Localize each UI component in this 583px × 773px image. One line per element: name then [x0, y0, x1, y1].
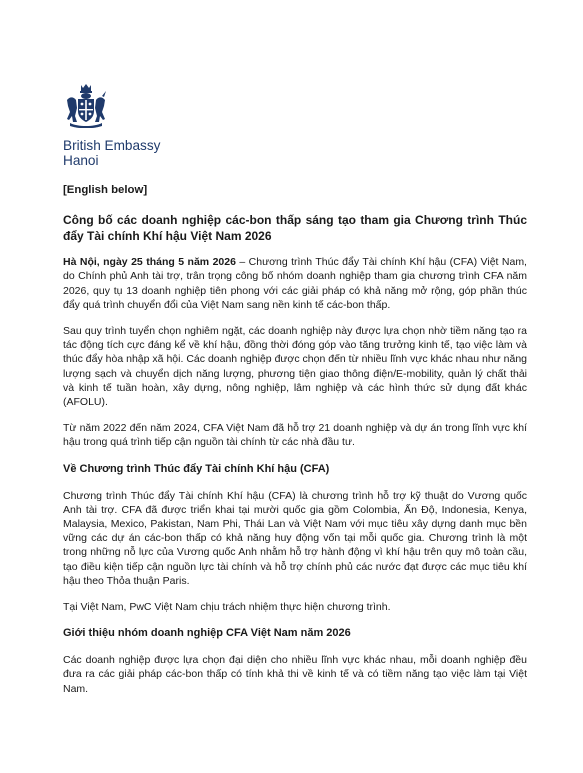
paragraph-selection: Sau quy trình tuyển chọn nghiêm ngặt, các doanh nghiệp này được lựa chọn nhờ tiềm năng tạo ra tác động tích cực đáng kể về khí hậu, đồng thời đóng góp vào tăng trưởng kinh tế, tạo việc làm và thúc đẩy hòa nhập xã hội. Các doanh nghiệp được chọn đến từ nhiều lĩnh vực khác nhau như năng lượng sạch và chuyển dịch năng lượng, phương tiện giao thông điện/E-mobility, quản lý chất thải và kinh tế tuần hoàn, xây dựng, nông nghiệp, lâm nghiệp và các hình thức sử dụng đất khác (AFOLU).	[63, 325, 527, 409]
logo-wordmark	[63, 138, 160, 168]
paragraph-intro-text: – Chương trình Thúc đẩy Tài chính Khí hậu (CFA) Việt Nam, do Chính phủ Anh tài trợ, trân trọng công bố nhóm doanh nghiệp tham gia chương trình CFA năm 2026, quy tụ 13 doanh nghiệp tiên phong với các giải pháp có khả năng mở rộng, góp phần thúc đẩy quá trình chuyển đổi của Việt Nam sang nền kinh tế các-bon thấp.	[63, 256, 527, 311]
heading-about-cfa: Về Chương trình Thúc đẩy Tài chính Khí hậu (CFA)	[63, 462, 330, 475]
heading-cohort-intro: Giới thiệu nhóm doanh nghiệp CFA Việt Nam năm 2026	[63, 627, 351, 640]
royal-coat-of-arms-icon	[64, 82, 108, 128]
british-embassy-logo	[57, 82, 177, 170]
dateline: Hà Nội, ngày 25 tháng 5 năm 2026	[63, 256, 236, 269]
paragraph-cohort: Các doanh nghiệp được lựa chọn đại diện cho nhiều lĩnh vực khác nhau, mỗi doanh nghiệp đều đưa ra các giải pháp các-bon thấp có tính khả thi về kinh tế và có tiềm năng tạo việc làm tại Việt Nam.	[63, 654, 527, 695]
paragraph-history: Từ năm 2022 đến năm 2024, CFA Việt Nam đã hỗ trợ 21 doanh nghiệp và dự án trong lĩnh vực khí hậu trong quá trình tiếp cận nguồn tài chính từ các nhà đầu tư.	[63, 422, 527, 449]
logo-line-1: British Embassy	[63, 138, 161, 153]
paragraph-implementer: Tại Việt Nam, PwC Việt Nam chịu trách nhiệm thực hiện chương trình.	[63, 601, 391, 614]
document-body	[63, 183, 527, 696]
paragraph-intro	[63, 255, 527, 312]
paragraph-about-cfa: Chương trình Thúc đẩy Tài chính Khí hậu (CFA) là chương trình hỗ trợ kỹ thuật do Vương quốc Anh tài trợ. CFA đã được triển khai tại mười quốc gia gồm Colombia, Ấn Độ, Indonesia, Kenya, Malaysia, Mexico, Pakistan, Nam Phi, Thái Lan và Việt Nam với mục tiêu xây dựng danh mục bền vững các dự án các-bon thấp có khả năng huy động vốn tại mỗi quốc gia. Chương trình là một trong những nỗ lực của Vương quốc Anh nhằm hỗ trợ hành động vì khí hậu trên quy mô toàn cầu, tạo điều kiện tiếp cận nguồn lực tài chính và hỗ trợ chính phủ các nước đạt được các mục tiêu khí hậu theo Thỏa thuận Paris.	[63, 489, 527, 587]
logo-line-2: Hanoi	[63, 153, 99, 168]
document-title: Công bố các doanh nghiệp các-bon thấp sáng tạo tham gia Chương trình Thúc đẩy Tài chính Khí hậu Việt Nam 2026	[63, 213, 527, 244]
english-below-note: [English below]	[63, 184, 148, 196]
